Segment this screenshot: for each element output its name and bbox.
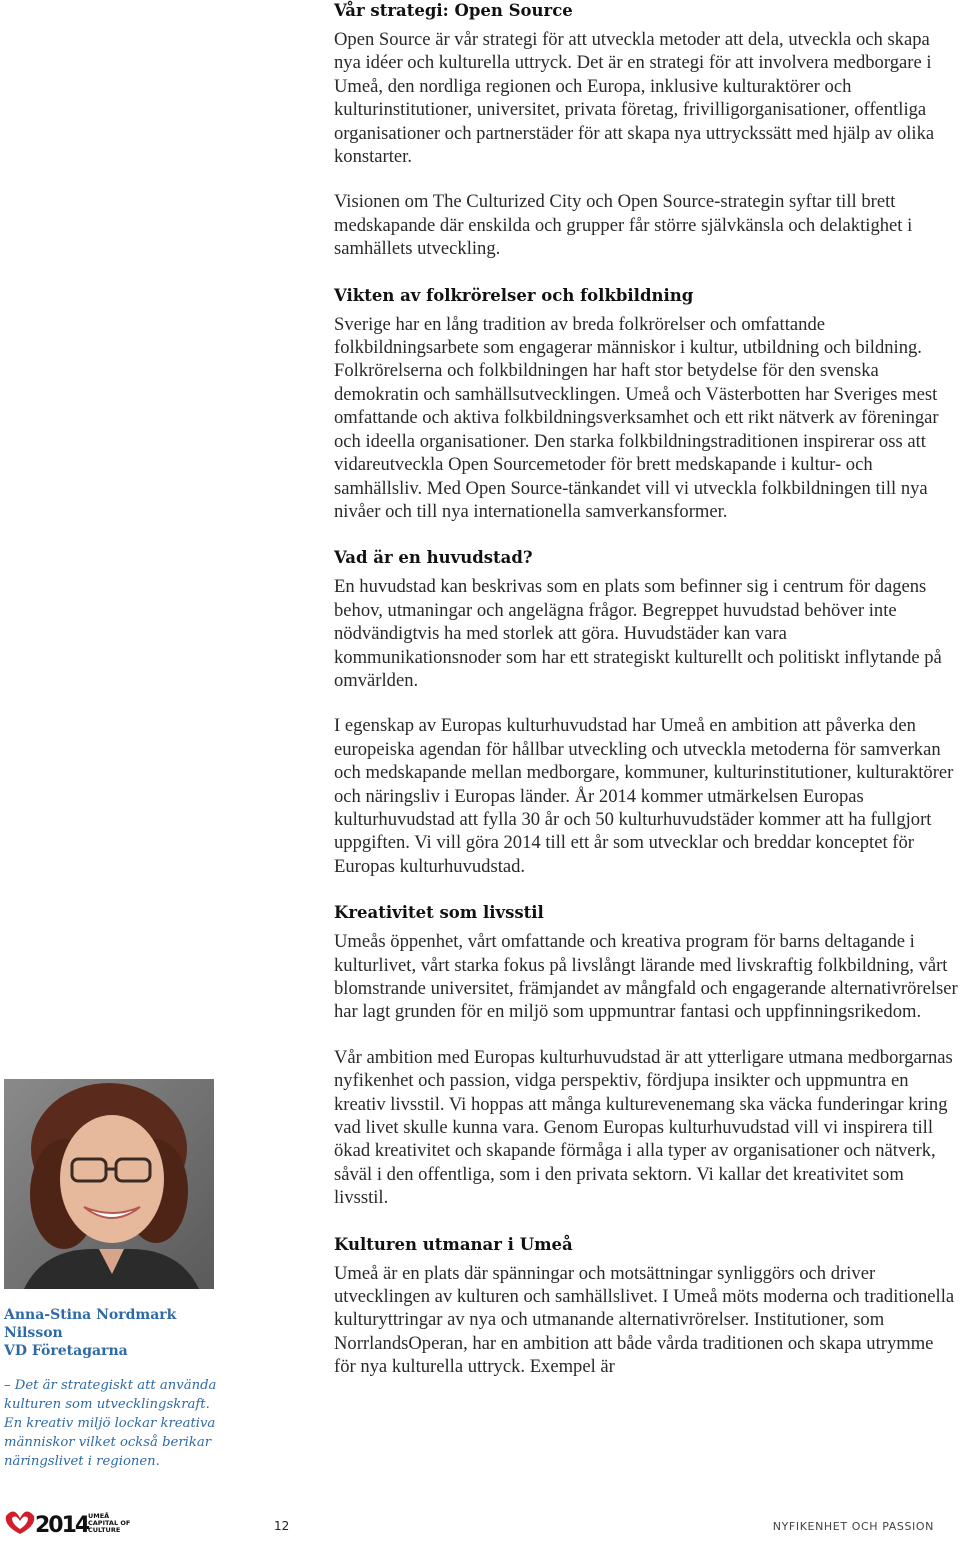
paragraph: Open Source är vår strategi för att utveckla metoder att dela, utveckla och skapa nya idéer och kulturella uttryck. Det är en strategi för att involvera medborgare i Umeå, den nordliga regionen och Europa, inklusive kulturaktörer och kulturinstitutioner, universitet, privata företag, frivilligorganisationer, offentliga organisationer och partnerstäder för att skapa nya uttryckssätt med hjälp av olika konstarter.	[334, 29, 935, 168]
section-folkrorelser	[334, 285, 958, 524]
logo-line-3: CULTURE	[88, 1526, 121, 1534]
portrait-illustration	[4, 1079, 214, 1289]
section-heading: Vad är en huvudstad?	[334, 548, 533, 568]
paragraph: Umeå är en plats där spänningar och motsättningar synliggörs och driver utvecklingen av kulturen och samhällslivet. I Umeå möts moderna och traditionella kulturyttringar av nya och utmanande alternativrörelser. Institutioner, som NorrlandsOperan, har en ambition att både vårda traditionen och skapa utrymme för nya kulturella uttryck. Exempel är	[334, 1262, 955, 1378]
section-heading: Kreativitet som livsstil	[334, 903, 544, 923]
caption-quote: – Det är strategiskt att använda kulturen som utvecklingskraft. En kreativ miljö lockar kreativa människor vilket också berikar näringslivet i regionen.	[4, 1378, 217, 1469]
paragraph: Sverige har en lång tradition av breda folkrörelser och omfattande folkbildningsarbete som engagerar människor i kultur, utbildning och bildning. Folkrörelserna och folkbildningen har haft stor betydelse för den svenska demokratin och samhällsutvecklingen. Umeå och Västerbotten har Sveriges mest omfattande och aktiva folkbildningsverksamhet och ett rikt nätverk av föreningar och ideella organisationer. Den starka folkbildningstraditionen inspirerar oss att vidareutveckla Open Sourcemetoder för brett medskapande i kultur- och samhällsliv. Med Open Source-tänkandet vill vi utveckla folkbildningen till nya nivåer och till nya internationella samverkansformer.	[334, 313, 939, 522]
section-kreativitet	[334, 902, 958, 1209]
footer-tagline: NYFIKENHET OCH PASSION	[772, 1520, 934, 1533]
main-column	[334, 0, 958, 1379]
paragraph: I egenskap av Europas kulturhuvudstad har Umeå en ambition att påverka den europeiska agendan för hållbar utveckling och utveckla metoderna för samverkan och medskapande mellan medborgare, kommuner, kulturinstitutioner, kulturaktörer och näringsliv i Europas länder. År 2014 kommer utmärkelsen Europas kulturhuvudstad att fylla 30 år och 50 kulturhuvudstäder kommer att ha fullgjort uppgiften. Vi vill göra 2014 till ett år som utvecklar och breddar konceptet för Europas kulturhuvudstad.	[334, 715, 954, 877]
section-heading: Kulturen utmanar i Umeå	[334, 1234, 573, 1254]
section-heading: Vikten av folkrörelser och folkbildning	[334, 285, 694, 305]
caption-role: VD Företagarna	[4, 1343, 128, 1359]
umea-2014-logo	[4, 1508, 134, 1536]
section-open-source	[334, 0, 958, 261]
logo-line-2: CAPITAL OF	[88, 1519, 131, 1527]
logo-year: 2014	[35, 1513, 89, 1536]
portrait-photo	[4, 1079, 214, 1289]
paragraph: Vår ambition med Europas kulturhuvudstad är att ytterligare utmana medborgarnas nyfikenhet och passion, vidga perspektiv, fördjupa insikter och uppmuntra en kreativ livsstil. Vi hoppas att många kulturevenemang ska väcka funderingar kring vad livet skulle kunna vara. Genom Europas kulturhuvudstad vill vi inspirera till ökad kreativitet och skapande förmåga i alla typer av organisationer och nätverk, såväl i den offentliga, som i den privata sektorn. Vi kallar det kreativitet som livsstil.	[334, 1046, 953, 1209]
paragraph: Umeås öppenhet, vårt omfattande och kreativa program för barns deltagande i kulturlivet, vårt starka fokus på livslångt lärande med livskraftig folkbildning, vårt blomstrande universitet, främjandet av mångfald och engagerande alternativrörelser har lagt grunden för en miljö som uppmuntrar fantasi och uppfinningsrikedom.	[334, 931, 958, 1023]
section-heading: Vår strategi: Open Source	[334, 1, 573, 20]
section-kulturen-utmanar	[334, 1234, 958, 1379]
page-number: 12	[274, 1519, 290, 1533]
section-huvudstad	[334, 547, 958, 878]
caption-name: Anna-Stina Nordmark Nilsson	[4, 1307, 177, 1341]
logo-line-1: UMEÅ	[88, 1512, 110, 1520]
logo-mark-icon	[4, 1508, 134, 1536]
paragraph: En huvudstad kan beskrivas som en plats som befinner sig i centrum för dagens behov, utmaningar och angelägna frågor. Begreppet huvudstad behöver inte nödvändigtvis ha med storlek att göra. Huvudstäder kan vara kommunikationsnoder som har ett strategiskt kulturellt och politiskt inflytande på omvärlden.	[334, 576, 942, 691]
paragraph: Visionen om The Culturized City och Open Source-strategin syftar till brett medskapande där enskilda och grupper får större självkänsla och delaktighet i samhällets utveckling.	[334, 191, 913, 260]
photo-caption	[4, 1306, 232, 1471]
